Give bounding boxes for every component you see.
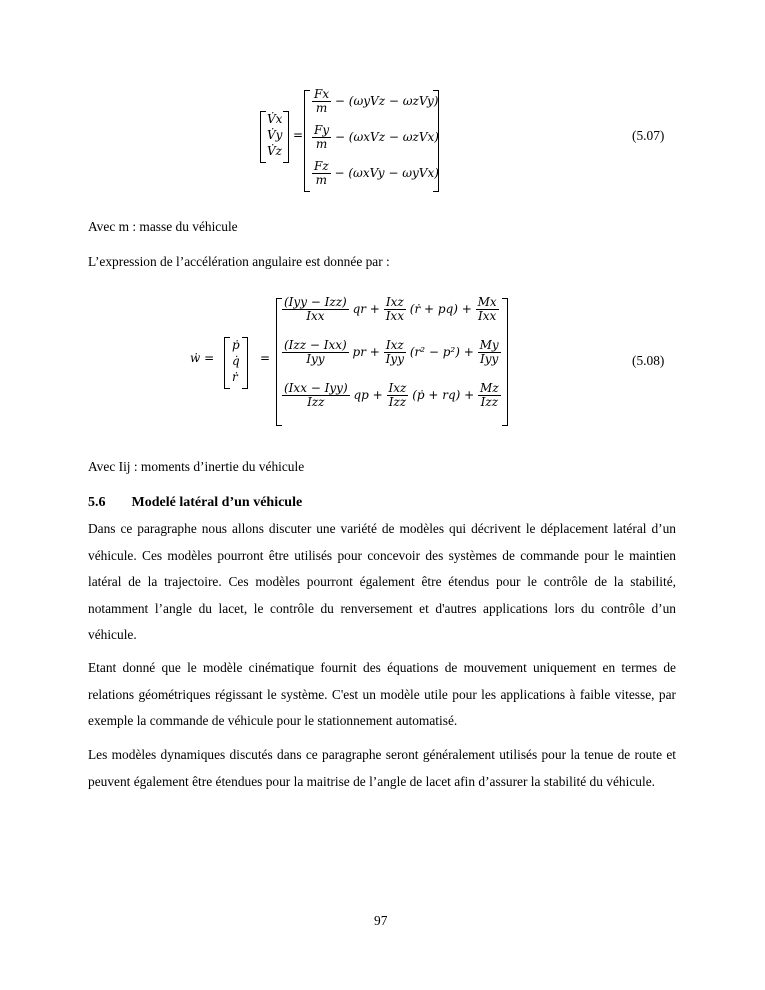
matrix-row: $\frac{\text{(Izz − Ixx)}}{\text{Iyy}}$ pr + $\frac{\text{Ixz}}{\text{Iyy}}$ (r² − p²) + $\frac{My}{\text{Iyy}}$ <box>284 338 499 366</box>
paragraph: Etant donné que le modèle cinématique fournit des équations de mouvement uniquement en termes de relations géométriques régissant le système. C'est un modèle utile pour les applications à faible vitesse, par exemple la commande de véhicule pour le stationnement automatisé. <box>88 660 676 728</box>
text-expression: L’expression de l’accélération angulaire est donnée par : <box>88 254 390 269</box>
text-inertia: Avec Iij : moments d’inertie du véhicule <box>88 459 305 474</box>
matrix-row: $\frac{\text{(Ixx − Iyy)}}{\text{Izz}}$ qp + $\frac{\text{Ixz}}{\text{Izz}}$ (ṗ + rq) + $\frac{Mz}{\text{Izz}}$ <box>284 381 499 409</box>
equals-sign: = <box>260 351 271 365</box>
page-number: 97 <box>374 913 388 928</box>
section-heading <box>88 495 302 511</box>
vec-row: q̇ <box>232 354 240 368</box>
equation-number: (5.07) <box>632 128 665 143</box>
equals-sign: = <box>293 128 304 142</box>
lhs-row: V̇x <box>267 112 283 126</box>
paragraph: Les modèles dynamiques discutés dans ce paragraphe seront généralement utilisés pour la tenue de route et peuvent également être étendues pour la maitrise de l’angle de lacet afin d’assurer la stabilité du véhicule. <box>88 747 676 789</box>
lhs-row: V̇z <box>267 144 282 158</box>
section-title: Modelé latéral d’un véhicule <box>131 495 303 510</box>
text-mass: Avec m : masse du véhicule <box>88 219 238 234</box>
matrix-row: $\frac{Fz}{m}$ − (ωxVy − ωyVx) <box>314 159 439 187</box>
matrix-row: $\frac{Fy}{m}$ − (ωxVz − ωzVx) <box>314 123 439 151</box>
equation-number: (5.08) <box>632 353 665 368</box>
vec-row: ṙ <box>232 370 238 384</box>
paragraph: Dans ce paragraphe nous allons discuter une variété de modèles qui décrivent le déplacement latéral d’un véhicule. Ces modèles pourront être utilisés pour concevoir des systèmes de commande pour le maintien latéral de la trajectoire. Ces modèles pourront également être étendus pour le contrôle de la stabilité, notamment l’angle du lacet, le contrôle du renversement et d'autres applications lors du contrôle d’un véhicule. <box>88 521 676 642</box>
equation-5-08 <box>190 292 520 432</box>
section-number: 5.6 <box>88 495 106 510</box>
matrix-row: $\frac{\text{(Iyy − Izz)}}{\text{Ixx}}$ qr + $\frac{\text{Ixz}}{\text{Ixx}}$ (ṙ + pq) + $\frac{Mx}{\text{Ixx}}$ <box>284 295 497 323</box>
lhs: ẇ = <box>190 351 215 365</box>
equation-5-07 <box>250 88 450 196</box>
vec-row: ṗ <box>232 338 240 352</box>
lhs-row: V̇y <box>267 128 283 142</box>
matrix-row: $\frac{Fx}{m}$ − (ωyVz − ωzVy) <box>314 87 439 115</box>
